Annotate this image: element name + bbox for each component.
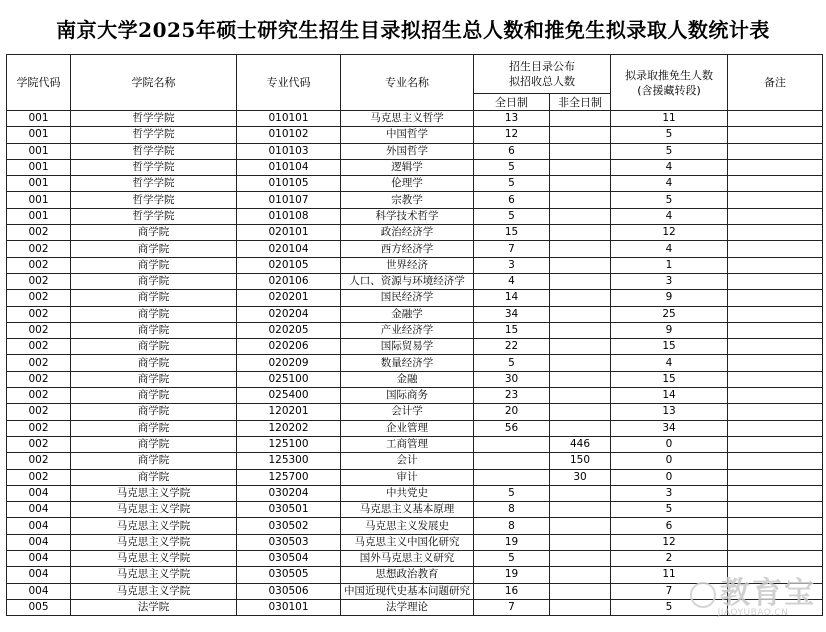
cell-college-name: 哲学学院	[71, 143, 237, 159]
cell-tuimian: 5	[611, 127, 728, 143]
cell-parttime	[550, 355, 611, 371]
cell-college-code: 001	[7, 176, 71, 192]
cell-parttime	[550, 176, 611, 192]
header-major-name: 专业名称	[341, 55, 474, 111]
cell-parttime: 150	[550, 453, 611, 469]
cell-major-code: 125100	[237, 436, 341, 452]
cell-college-code: 002	[7, 388, 71, 404]
cell-remark	[728, 518, 823, 534]
cell-college-code: 002	[7, 404, 71, 420]
cell-remark	[728, 192, 823, 208]
cell-parttime	[550, 241, 611, 257]
cell-major-code: 030505	[237, 567, 341, 583]
cell-college-code: 004	[7, 502, 71, 518]
cell-college-name: 马克思主义学院	[71, 485, 237, 501]
cell-college-code: 002	[7, 257, 71, 273]
cell-fulltime: 16	[474, 583, 550, 599]
cell-college-name: 哲学学院	[71, 208, 237, 224]
cell-major-code: 020206	[237, 339, 341, 355]
cell-fulltime: 7	[474, 599, 550, 615]
cell-tuimian: 2	[611, 551, 728, 567]
cell-tuimian: 3	[611, 485, 728, 501]
cell-tuimian: 4	[611, 176, 728, 192]
watermark	[690, 568, 816, 618]
cell-remark	[728, 388, 823, 404]
cell-fulltime: 5	[474, 551, 550, 567]
table-row	[7, 225, 823, 241]
cell-fulltime: 22	[474, 339, 550, 355]
cell-college-name: 商学院	[71, 469, 237, 485]
cell-major-name: 逻辑学	[341, 159, 474, 175]
cell-parttime	[550, 306, 611, 322]
watermark-logo-icon	[690, 582, 716, 608]
cell-tuimian: 6	[611, 518, 728, 534]
cell-parttime	[550, 485, 611, 501]
cell-major-name: 马克思主义基本原理	[341, 502, 474, 518]
cell-major-name: 世界经济	[341, 257, 474, 273]
cell-college-code: 002	[7, 225, 71, 241]
cell-fulltime: 15	[474, 322, 550, 338]
cell-major-code: 010104	[237, 159, 341, 175]
cell-tuimian: 4	[611, 355, 728, 371]
cell-fulltime: 5	[474, 355, 550, 371]
cell-major-code: 120202	[237, 420, 341, 436]
watermark-text: 教育宝	[720, 576, 816, 611]
cell-remark	[728, 290, 823, 306]
header-tuimian	[611, 55, 728, 111]
cell-fulltime	[474, 436, 550, 452]
cell-college-code: 002	[7, 290, 71, 306]
cell-fulltime: 12	[474, 127, 550, 143]
cell-major-name: 中国哲学	[341, 127, 474, 143]
cell-major-code: 120201	[237, 404, 341, 420]
cell-tuimian: 5	[611, 599, 728, 615]
table-row	[7, 485, 823, 501]
cell-parttime	[550, 290, 611, 306]
cell-tuimian: 15	[611, 371, 728, 387]
cell-college-name: 商学院	[71, 339, 237, 355]
cell-fulltime: 5	[474, 208, 550, 224]
cell-major-name: 数量经济学	[341, 355, 474, 371]
table-row	[7, 551, 823, 567]
cell-parttime	[550, 322, 611, 338]
cell-college-name: 商学院	[71, 322, 237, 338]
cell-parttime	[550, 225, 611, 241]
cell-major-code: 030501	[237, 502, 341, 518]
cell-fulltime: 5	[474, 159, 550, 175]
cell-college-code: 004	[7, 583, 71, 599]
cell-fulltime	[474, 469, 550, 485]
cell-tuimian: 9	[611, 322, 728, 338]
header-college-code: 学院代码	[7, 55, 71, 111]
cell-parttime	[550, 420, 611, 436]
cell-remark	[728, 257, 823, 273]
cell-college-code: 005	[7, 599, 71, 615]
cell-major-code: 030504	[237, 551, 341, 567]
table-row	[7, 192, 823, 208]
cell-college-code: 001	[7, 208, 71, 224]
cell-college-name: 商学院	[71, 273, 237, 289]
header-fulltime: 全日制	[474, 94, 550, 111]
cell-major-code: 010103	[237, 143, 341, 159]
cell-remark	[728, 453, 823, 469]
cell-major-code: 020104	[237, 241, 341, 257]
table-row	[7, 534, 823, 550]
table-row	[7, 339, 823, 355]
cell-college-name: 商学院	[71, 371, 237, 387]
cell-college-code: 004	[7, 518, 71, 534]
cell-parttime	[550, 339, 611, 355]
cell-major-name: 国际商务	[341, 388, 474, 404]
cell-parttime	[550, 534, 611, 550]
cell-remark	[728, 225, 823, 241]
cell-college-name: 商学院	[71, 355, 237, 371]
cell-fulltime: 15	[474, 225, 550, 241]
cell-tuimian: 15	[611, 339, 728, 355]
cell-major-name: 国民经济学	[341, 290, 474, 306]
table-row	[7, 436, 823, 452]
cell-college-name: 马克思主义学院	[71, 567, 237, 583]
table-row	[7, 355, 823, 371]
cell-parttime	[550, 599, 611, 615]
table-row	[7, 306, 823, 322]
page-title: 南京大学2025年硕士研究生招生目录拟招生总人数和推免生拟录取人数统计表	[56, 18, 770, 42]
cell-college-name: 马克思主义学院	[71, 534, 237, 550]
cell-college-code: 001	[7, 111, 71, 127]
cell-major-code: 030101	[237, 599, 341, 615]
cell-major-code: 020205	[237, 322, 341, 338]
cell-major-name: 思想政治教育	[341, 567, 474, 583]
cell-college-name: 商学院	[71, 420, 237, 436]
header-remark: 备注	[728, 55, 823, 111]
cell-major-name: 国外马克思主义研究	[341, 551, 474, 567]
cell-major-name: 政治经济学	[341, 225, 474, 241]
cell-fulltime: 5	[474, 485, 550, 501]
header-college-name: 学院名称	[71, 55, 237, 111]
cell-fulltime: 5	[474, 176, 550, 192]
cell-major-code: 125300	[237, 453, 341, 469]
cell-tuimian: 0	[611, 469, 728, 485]
table-row	[7, 241, 823, 257]
header-tuimian-line1: 拟录取推免生人数	[625, 68, 713, 82]
cell-major-code: 020201	[237, 290, 341, 306]
cell-parttime	[550, 273, 611, 289]
cell-major-name: 金融学	[341, 306, 474, 322]
table-row	[7, 371, 823, 387]
table-row	[7, 404, 823, 420]
cell-remark	[728, 322, 823, 338]
cell-remark	[728, 551, 823, 567]
cell-major-code: 030502	[237, 518, 341, 534]
cell-major-code: 025100	[237, 371, 341, 387]
cell-tuimian: 11	[611, 111, 728, 127]
cell-parttime	[550, 257, 611, 273]
cell-fulltime: 3	[474, 257, 550, 273]
cell-college-code: 004	[7, 485, 71, 501]
cell-tuimian: 13	[611, 404, 728, 420]
cell-fulltime: 6	[474, 143, 550, 159]
table-row	[7, 257, 823, 273]
table-row	[7, 388, 823, 404]
cell-major-code: 010107	[237, 192, 341, 208]
cell-fulltime: 19	[474, 567, 550, 583]
cell-college-name: 商学院	[71, 404, 237, 420]
cell-fulltime: 30	[474, 371, 550, 387]
cell-remark	[728, 111, 823, 127]
cell-major-name: 企业管理	[341, 420, 474, 436]
cell-college-code: 002	[7, 371, 71, 387]
enrollment-table	[6, 54, 823, 616]
cell-college-name: 马克思主义学院	[71, 502, 237, 518]
cell-tuimian: 7	[611, 583, 728, 599]
table-row	[7, 502, 823, 518]
cell-parttime	[550, 371, 611, 387]
cell-major-name: 马克思主义哲学	[341, 111, 474, 127]
cell-fulltime: 7	[474, 241, 550, 257]
cell-tuimian: 25	[611, 306, 728, 322]
cell-parttime	[550, 551, 611, 567]
cell-major-code: 020106	[237, 273, 341, 289]
cell-major-name: 中共党史	[341, 485, 474, 501]
cell-college-code: 002	[7, 469, 71, 485]
cell-remark	[728, 371, 823, 387]
cell-tuimian: 34	[611, 420, 728, 436]
cell-tuimian: 4	[611, 159, 728, 175]
cell-college-code: 001	[7, 127, 71, 143]
table-header	[7, 55, 823, 111]
cell-remark	[728, 502, 823, 518]
cell-major-name: 科学技术哲学	[341, 208, 474, 224]
cell-major-name: 人口、资源与环境经济学	[341, 273, 474, 289]
cell-tuimian: 0	[611, 436, 728, 452]
table-row	[7, 159, 823, 175]
cell-parttime	[550, 583, 611, 599]
cell-major-name: 西方经济学	[341, 241, 474, 257]
cell-major-name: 金融	[341, 371, 474, 387]
cell-college-code: 002	[7, 420, 71, 436]
cell-parttime	[550, 502, 611, 518]
cell-remark	[728, 208, 823, 224]
header-tuimian-line2: (含援藏转段)	[637, 83, 701, 97]
cell-tuimian: 5	[611, 502, 728, 518]
table-row	[7, 453, 823, 469]
cell-parttime	[550, 192, 611, 208]
cell-college-code: 002	[7, 241, 71, 257]
cell-fulltime: 8	[474, 518, 550, 534]
cell-college-name: 哲学学院	[71, 176, 237, 192]
cell-college-code: 001	[7, 159, 71, 175]
cell-college-name: 马克思主义学院	[71, 551, 237, 567]
cell-remark	[728, 241, 823, 257]
cell-major-code: 010105	[237, 176, 341, 192]
header-parttime: 非全日制	[550, 94, 611, 111]
cell-college-code: 002	[7, 273, 71, 289]
cell-remark	[728, 273, 823, 289]
cell-fulltime: 34	[474, 306, 550, 322]
cell-major-name: 会计学	[341, 404, 474, 420]
cell-major-code: 030204	[237, 485, 341, 501]
cell-college-name: 商学院	[71, 388, 237, 404]
cell-college-code: 004	[7, 551, 71, 567]
cell-remark	[728, 404, 823, 420]
cell-college-code: 002	[7, 306, 71, 322]
cell-college-code: 002	[7, 453, 71, 469]
header-plan-total	[474, 55, 611, 94]
header-major-code: 专业代码	[237, 55, 341, 111]
cell-tuimian: 9	[611, 290, 728, 306]
cell-major-name: 马克思主义发展史	[341, 518, 474, 534]
cell-fulltime: 23	[474, 388, 550, 404]
cell-tuimian: 11	[611, 567, 728, 583]
cell-college-name: 法学院	[71, 599, 237, 615]
cell-major-name: 会计	[341, 453, 474, 469]
cell-major-code: 025400	[237, 388, 341, 404]
cell-tuimian: 14	[611, 388, 728, 404]
cell-remark	[728, 143, 823, 159]
cell-fulltime: 6	[474, 192, 550, 208]
cell-college-code: 004	[7, 567, 71, 583]
cell-college-name: 商学院	[71, 257, 237, 273]
table-row	[7, 518, 823, 534]
cell-remark	[728, 127, 823, 143]
cell-college-name: 商学院	[71, 306, 237, 322]
cell-major-code: 030503	[237, 534, 341, 550]
cell-college-name: 哲学学院	[71, 159, 237, 175]
table-row	[7, 273, 823, 289]
cell-major-code: 125700	[237, 469, 341, 485]
cell-college-name: 商学院	[71, 436, 237, 452]
cell-college-name: 哲学学院	[71, 127, 237, 143]
cell-tuimian: 1	[611, 257, 728, 273]
table-row	[7, 469, 823, 485]
cell-parttime	[550, 518, 611, 534]
cell-fulltime: 4	[474, 273, 550, 289]
table-row	[7, 143, 823, 159]
cell-college-code: 001	[7, 143, 71, 159]
cell-parttime: 446	[550, 436, 611, 452]
cell-remark	[728, 534, 823, 550]
cell-fulltime: 14	[474, 290, 550, 306]
cell-major-name: 马克思主义中国化研究	[341, 534, 474, 550]
cell-major-name: 宗教学	[341, 192, 474, 208]
cell-remark	[728, 306, 823, 322]
cell-fulltime: 19	[474, 534, 550, 550]
cell-remark	[728, 176, 823, 192]
cell-college-name: 商学院	[71, 290, 237, 306]
cell-remark	[728, 469, 823, 485]
table-body	[7, 111, 823, 616]
cell-fulltime: 56	[474, 420, 550, 436]
cell-tuimian: 4	[611, 241, 728, 257]
cell-college-code: 002	[7, 436, 71, 452]
cell-college-name: 哲学学院	[71, 111, 237, 127]
cell-parttime	[550, 127, 611, 143]
cell-major-name: 法学理论	[341, 599, 474, 615]
cell-tuimian: 5	[611, 192, 728, 208]
cell-major-name: 审计	[341, 469, 474, 485]
cell-major-code: 010108	[237, 208, 341, 224]
table-row	[7, 322, 823, 338]
watermark-url: JIAOYUBAO.CN	[717, 608, 789, 618]
cell-major-code: 020209	[237, 355, 341, 371]
header-plan-line2: 拟招收总人数	[509, 75, 575, 88]
table-row	[7, 208, 823, 224]
cell-college-name: 马克思主义学院	[71, 518, 237, 534]
cell-major-code: 020101	[237, 225, 341, 241]
cell-college-name: 马克思主义学院	[71, 583, 237, 599]
cell-college-code: 002	[7, 322, 71, 338]
cell-fulltime: 20	[474, 404, 550, 420]
cell-tuimian: 5	[611, 143, 728, 159]
cell-major-name: 产业经济学	[341, 322, 474, 338]
cell-tuimian: 12	[611, 225, 728, 241]
cell-major-name: 工商管理	[341, 436, 474, 452]
cell-parttime	[550, 388, 611, 404]
table-row	[7, 290, 823, 306]
cell-fulltime: 13	[474, 111, 550, 127]
cell-remark	[728, 485, 823, 501]
cell-college-code: 002	[7, 355, 71, 371]
cell-parttime	[550, 143, 611, 159]
cell-major-name: 外国哲学	[341, 143, 474, 159]
cell-college-code: 004	[7, 534, 71, 550]
cell-parttime: 30	[550, 469, 611, 485]
cell-college-name: 商学院	[71, 225, 237, 241]
cell-college-name: 商学院	[71, 241, 237, 257]
table-row	[7, 111, 823, 127]
cell-remark	[728, 159, 823, 175]
cell-fulltime	[474, 453, 550, 469]
cell-college-code: 001	[7, 192, 71, 208]
cell-college-code: 002	[7, 339, 71, 355]
table-row	[7, 420, 823, 436]
cell-major-code: 020204	[237, 306, 341, 322]
cell-remark	[728, 436, 823, 452]
cell-college-name: 哲学学院	[71, 192, 237, 208]
cell-remark	[728, 355, 823, 371]
cell-remark	[728, 339, 823, 355]
cell-parttime	[550, 567, 611, 583]
cell-major-code: 030506	[237, 583, 341, 599]
cell-major-name: 伦理学	[341, 176, 474, 192]
cell-major-code: 010101	[237, 111, 341, 127]
cell-parttime	[550, 208, 611, 224]
cell-tuimian: 4	[611, 208, 728, 224]
cell-parttime	[550, 404, 611, 420]
cell-tuimian: 12	[611, 534, 728, 550]
cell-college-name: 商学院	[71, 453, 237, 469]
cell-major-code: 010102	[237, 127, 341, 143]
table-row	[7, 127, 823, 143]
cell-remark	[728, 420, 823, 436]
cell-major-name: 中国近现代史基本问题研究	[341, 583, 474, 599]
cell-major-name: 国际贸易学	[341, 339, 474, 355]
cell-parttime	[550, 111, 611, 127]
header-plan-line1: 招生目录公布	[509, 60, 575, 73]
cell-tuimian: 0	[611, 453, 728, 469]
cell-major-code: 020105	[237, 257, 341, 273]
cell-parttime	[550, 159, 611, 175]
cell-fulltime: 8	[474, 502, 550, 518]
cell-tuimian: 3	[611, 273, 728, 289]
table-row	[7, 176, 823, 192]
